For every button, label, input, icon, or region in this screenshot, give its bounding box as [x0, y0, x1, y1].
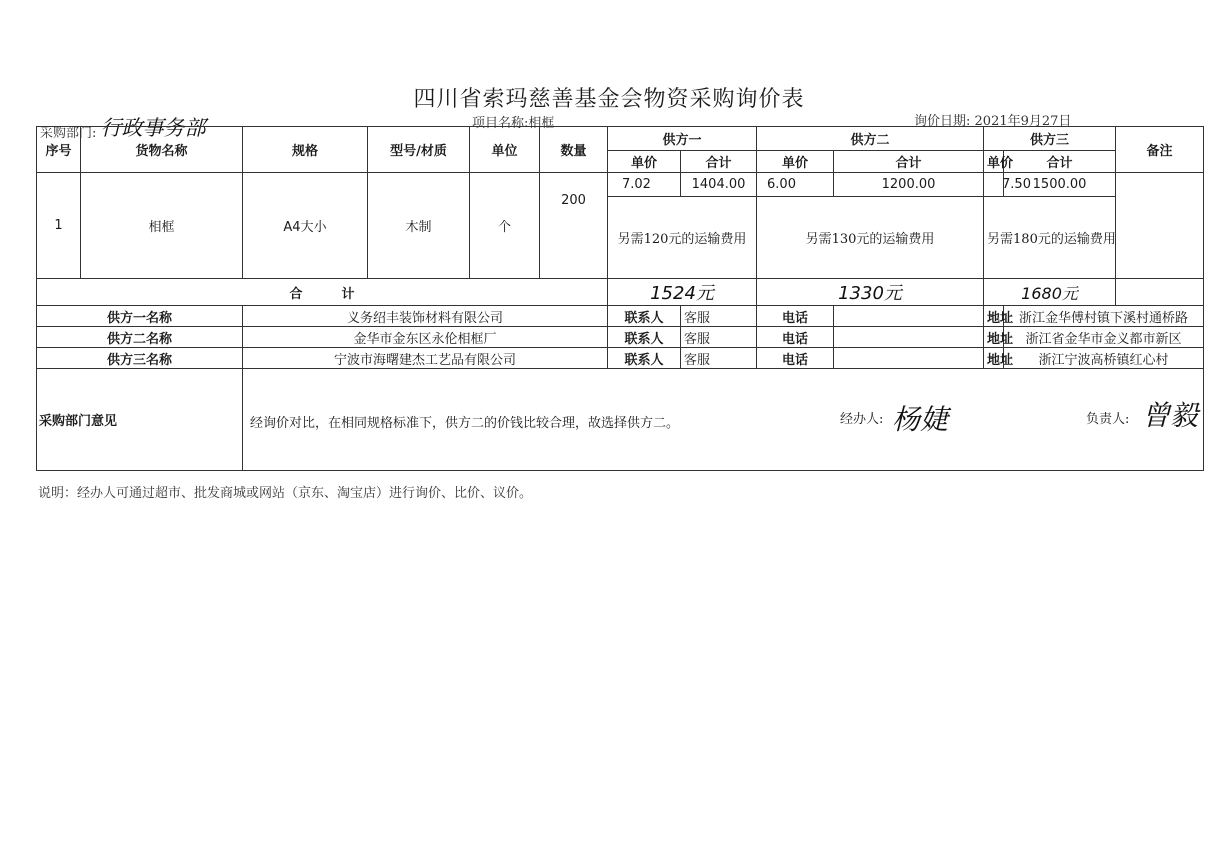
date-value: 2021年9月27日 [974, 114, 1072, 129]
s3-unit-price-header: 单价 [984, 151, 1004, 173]
col-supplier1: 供方一 [608, 127, 757, 151]
opinion-content [243, 369, 1204, 471]
supplier2-name: 金华市金东区永伦相框厂 [243, 327, 608, 348]
s3-grand-total [984, 279, 1116, 306]
supplier3-address: 浙江宁波高桥镇红心村 [1004, 348, 1204, 369]
supplier-row [37, 327, 1204, 348]
s2-unit-price: 6.00 [757, 173, 834, 197]
s2-note: 另需130元的运输费用 [757, 197, 984, 279]
s3-grand-total-handwritten: 1680元 [1021, 283, 1078, 303]
dept-handwritten-value: 行政事务部 [100, 116, 206, 140]
project-label: 项目名称: [472, 116, 529, 131]
dept-label: 采购部门: [40, 126, 97, 141]
col-seq: 序号 [37, 127, 81, 173]
item-goods: 相框 [81, 173, 243, 279]
supplier1-address: 浙江金华傅村镇下溪村通桥路 [1004, 306, 1204, 327]
s2-grand-total-handwritten: 1330元 [838, 283, 902, 304]
item-unit: 个 [470, 173, 540, 279]
item-qty: 200 [540, 173, 608, 279]
supplier3-name: 宁波市海曙建杰工艺品有限公司 [243, 348, 608, 369]
supplier1-address-label: 地址 [984, 306, 1004, 327]
supplier1-phone [834, 306, 984, 327]
s1-unit-price: 7.02 [608, 173, 681, 197]
form-title: 四川省索玛慈善基金会物资采购询价表 [413, 87, 805, 112]
col-model: 型号/材质 [368, 127, 470, 173]
s3-subtotal-header: 合计 [1004, 151, 1116, 173]
item-remark [1116, 173, 1204, 279]
col-qty: 数量 [540, 127, 608, 173]
opinion-label [37, 369, 243, 471]
col-goods: 货物名称 [81, 127, 243, 173]
s1-grand-total [608, 279, 757, 306]
supplier1-contact: 客服 [681, 306, 757, 327]
s3-subtotal: 1500.00 [1004, 173, 1116, 197]
supplier2-contact-label: 联系人 [608, 327, 681, 348]
col-remark: 备注 [1116, 127, 1204, 173]
supplier2-address: 浙江省金华市金义都市新区 [1004, 327, 1204, 348]
supplier3-contact-label: 联系人 [608, 348, 681, 369]
item-spec: A4大小 [243, 173, 368, 279]
supplier3-address-label: 地址 [984, 348, 1004, 369]
s3-note: 另需180元的运输费用 [984, 197, 1116, 279]
supplier1-name: 义务绍丰装饰材料有限公司 [243, 306, 608, 327]
totals-row [37, 279, 1204, 306]
supplier-row [37, 348, 1204, 369]
supplier3-phone [834, 348, 984, 369]
handler-label: 经办人: [840, 411, 884, 427]
inquiry-table [36, 126, 1204, 471]
s3-unit-price: 7.50 [984, 173, 1004, 197]
s2-subtotal: 1200.00 [834, 173, 984, 197]
col-supplier3: 供方三 [984, 127, 1116, 151]
col-supplier2: 供方二 [757, 127, 984, 151]
s1-subtotal-header: 合计 [681, 151, 757, 173]
project-value: 相框 [528, 116, 555, 131]
supplier3-label: 供方三名称 [37, 348, 243, 369]
supplier2-phone [834, 327, 984, 348]
supplier1-phone-label: 电话 [757, 306, 834, 327]
s1-subtotal: 1404.00 [681, 173, 757, 197]
responsible-signature: 曾毅 [1142, 398, 1199, 432]
supplier2-label: 供方二名称 [37, 327, 243, 348]
s2-unit-price-header: 单价 [757, 151, 834, 173]
header-row-1 [37, 127, 1204, 151]
opinion-text: 经询价对比，在相同规格标准下，供方二的价钱比较合理，故选择供方二。 [250, 415, 680, 431]
supplier2-phone-label: 电话 [757, 327, 834, 348]
supplier3-contact: 客服 [681, 348, 757, 369]
supplier-row [37, 306, 1204, 327]
item-model: 木制 [368, 173, 470, 279]
s1-unit-price-header: 单价 [608, 151, 681, 173]
s2-subtotal-header: 合计 [834, 151, 984, 173]
item-row [37, 173, 1204, 197]
totals-remark [1116, 279, 1204, 306]
footnote: 说明：经办人可通过超市、批发商城或网站（京东、淘宝店）进行询价、比价、议价。 [38, 486, 533, 501]
s2-grand-total [757, 279, 984, 306]
responsible-label: 负责人: [1086, 411, 1130, 427]
s1-grand-total-handwritten: 1524元 [650, 283, 714, 304]
col-unit: 单位 [470, 127, 540, 173]
supplier1-contact-label: 联系人 [608, 306, 681, 327]
supplier3-phone-label: 电话 [757, 348, 834, 369]
supplier2-contact: 客服 [681, 327, 757, 348]
opinion-label-text: 采购部门意见 [39, 414, 118, 429]
s1-note: 另需120元的运输费用 [608, 197, 757, 279]
totals-label: 合 计 [37, 279, 608, 306]
col-spec: 规格 [243, 127, 368, 173]
supplier1-label: 供方一名称 [37, 306, 243, 327]
opinion-row [37, 369, 1204, 471]
handler-signature: 杨婕 [892, 402, 949, 436]
date-label: 询价日期: [914, 114, 971, 129]
item-seq: 1 [37, 173, 81, 279]
supplier2-address-label: 地址 [984, 327, 1004, 348]
